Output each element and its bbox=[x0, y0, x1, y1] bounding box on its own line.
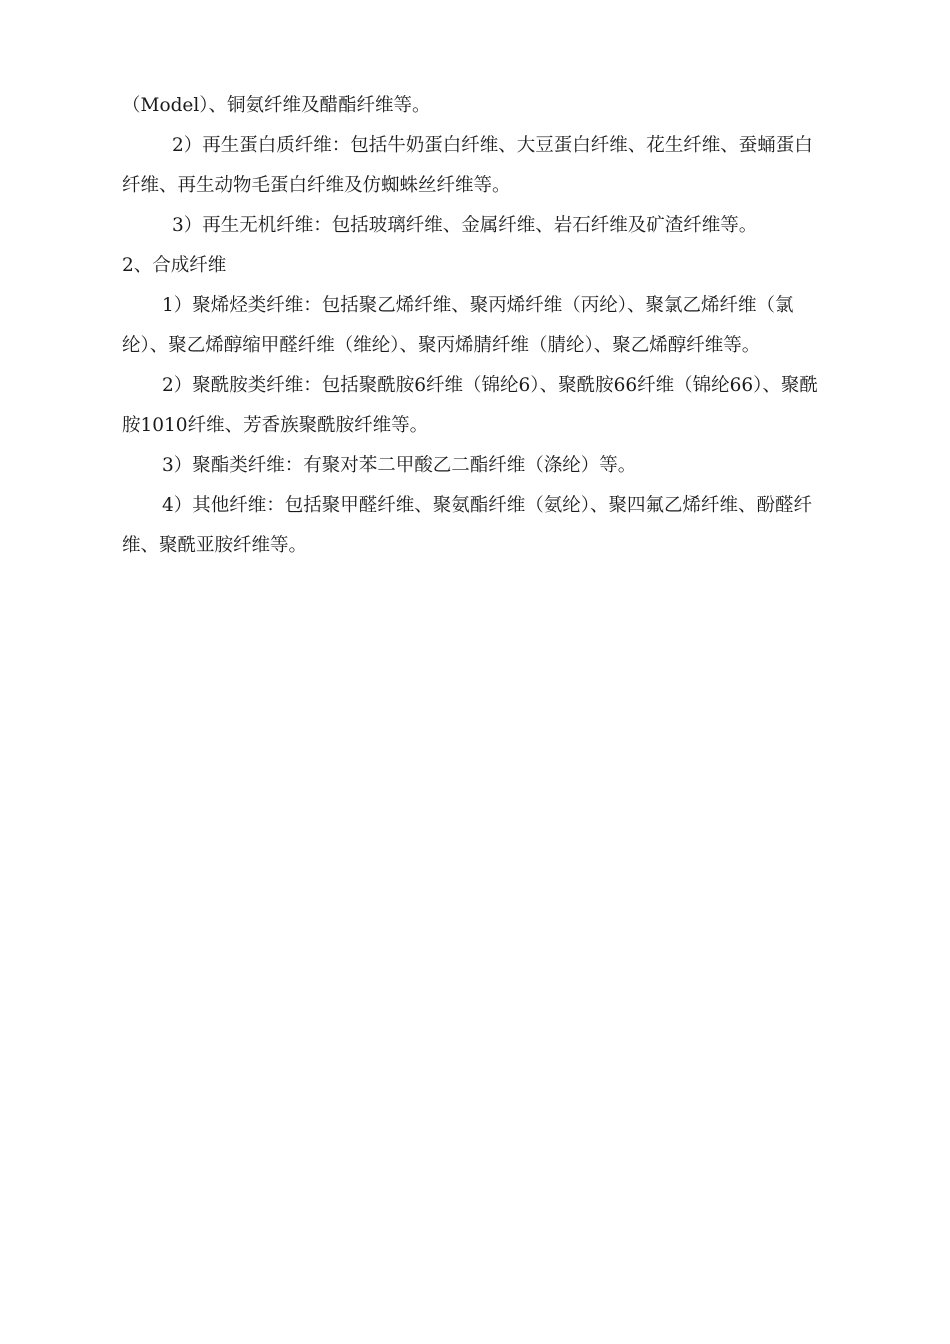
paragraph-regenerated-inorganic-fiber: 3）再生无机纤维：包括玻璃纤维、金属纤维、岩石纤维及矿渣纤维等。 bbox=[172, 215, 758, 236]
paragraph-polyamide-fiber: 2）聚酰胺类纤维：包括聚酰胺6纤维（锦纶6）、聚酰胺66纤维（锦纶66）、聚酰胺1010纤维、芳香族聚酰胺纤维等。 bbox=[122, 375, 818, 436]
document-body bbox=[122, 86, 822, 566]
paragraph-polyester-fiber: 3）聚酯类纤维：有聚对苯二甲酸乙二酯纤维（涤纶）等。 bbox=[162, 455, 637, 476]
paragraph-regenerated-protein-fiber: 2）再生蛋白质纤维：包括牛奶蛋白纤维、大豆蛋白纤维、花生纤维、蚕蛹蛋白纤维、再生动物毛蛋白纤维及仿蜘蛛丝纤维等。 bbox=[122, 135, 813, 196]
paragraph-other-fiber: 4）其他纤维：包括聚甲醛纤维、聚氨酯纤维（氨纶）、聚四氟乙烯纤维、酚醛纤维、聚酰亚胺纤维等。 bbox=[122, 495, 813, 556]
paragraph-cellulose-continued: （Model）、铜氨纤维及醋酯纤维等。 bbox=[122, 95, 431, 116]
section-heading-synthetic-fiber: 2、合成纤维 bbox=[122, 255, 227, 276]
paragraph-polyolefin-fiber: 1）聚烯烃类纤维：包括聚乙烯纤维、聚丙烯纤维（丙纶）、聚氯乙烯纤维（氯纶）、聚乙烯醇缩甲醛纤维（维纶）、聚丙烯腈纤维（腈纶）、聚乙烯醇纤维等。 bbox=[122, 295, 794, 356]
